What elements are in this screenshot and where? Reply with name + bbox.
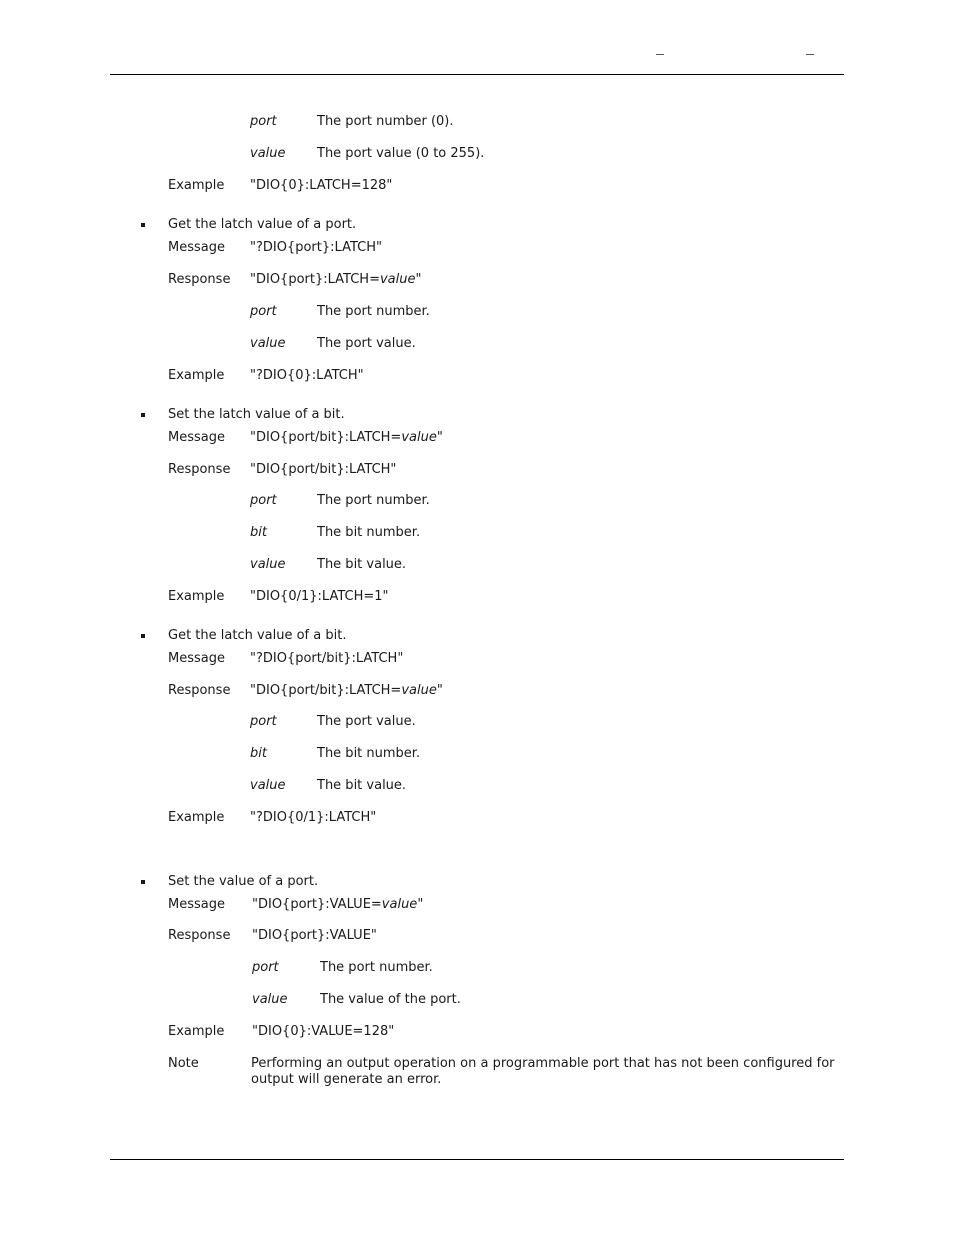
param-name: port bbox=[250, 304, 277, 319]
example-label: Example bbox=[168, 178, 225, 193]
param-desc: The port value (0 to 255). bbox=[317, 146, 485, 161]
param-desc: The port number. bbox=[317, 304, 430, 319]
response-label: Response bbox=[168, 928, 231, 943]
example-value: "DIO{0}:VALUE=128" bbox=[252, 1024, 395, 1039]
param-name: port bbox=[250, 114, 277, 129]
example-label: Example bbox=[168, 589, 225, 604]
response-label: Response bbox=[168, 462, 231, 477]
example-label: Example bbox=[168, 1024, 225, 1039]
message-value: "?DIO{port}:LATCH" bbox=[250, 240, 382, 255]
message-label: Message bbox=[168, 897, 225, 912]
param-name: bit bbox=[250, 525, 267, 540]
message-value: "DIO{port/bit}:LATCH=value" bbox=[250, 430, 443, 445]
response-label: Response bbox=[168, 683, 231, 698]
param-desc: The bit number. bbox=[317, 746, 421, 761]
message-value: "DIO{port}:VALUE=value" bbox=[252, 897, 424, 912]
response-value: "DIO{port/bit}:LATCH" bbox=[250, 462, 397, 477]
param-desc: The bit number. bbox=[317, 525, 421, 540]
param-desc: The port value. bbox=[317, 714, 416, 729]
bullet-text: Set the value of a port. bbox=[168, 874, 319, 889]
note-label: Note bbox=[168, 1056, 199, 1071]
param-name: bit bbox=[250, 746, 267, 761]
bullet-text: Set the latch value of a bit. bbox=[168, 407, 345, 422]
example-label: Example bbox=[168, 810, 225, 825]
bullet-marker bbox=[141, 413, 145, 417]
message-label: Message bbox=[168, 240, 225, 255]
param-name: port bbox=[250, 493, 277, 508]
message-label: Message bbox=[168, 651, 225, 666]
example-value: "DIO{0/1}:LATCH=1" bbox=[250, 589, 389, 604]
message-value: "?DIO{port/bit}:LATCH" bbox=[250, 651, 404, 666]
param-name: value bbox=[250, 778, 286, 793]
bullet-text: Get the latch value of a port. bbox=[168, 217, 357, 232]
bullet-marker bbox=[141, 880, 145, 884]
bullet-marker bbox=[141, 223, 145, 227]
param-desc: The port value. bbox=[317, 336, 416, 351]
param-name: port bbox=[250, 714, 277, 729]
example-value: "DIO{0}:LATCH=128" bbox=[250, 178, 393, 193]
param-name: port bbox=[252, 960, 279, 975]
param-desc: The port number. bbox=[317, 493, 430, 508]
example-value: "?DIO{0/1}:LATCH" bbox=[250, 810, 377, 825]
param-desc: The port number (0). bbox=[317, 114, 454, 129]
param-name: value bbox=[250, 146, 286, 161]
param-name: value bbox=[250, 336, 286, 351]
example-label: Example bbox=[168, 368, 225, 383]
bullet-marker bbox=[141, 634, 145, 638]
param-desc: The port number. bbox=[320, 960, 433, 975]
header-mark-right bbox=[806, 54, 814, 55]
response-value: "DIO{port/bit}:LATCH=value" bbox=[250, 683, 443, 698]
note-text: Performing an output operation on a programmable port that has not been configured for output will generate an error. bbox=[251, 1056, 835, 1087]
response-label: Response bbox=[168, 272, 231, 287]
param-desc: The value of the port. bbox=[320, 992, 461, 1007]
bullet-text: Get the latch value of a bit. bbox=[168, 628, 347, 643]
param-name: value bbox=[252, 992, 288, 1007]
header-mark-left bbox=[656, 54, 664, 55]
param-desc: The bit value. bbox=[317, 778, 407, 793]
param-desc: The bit value. bbox=[317, 557, 407, 572]
example-value: "?DIO{0}:LATCH" bbox=[250, 368, 364, 383]
footer-rule bbox=[110, 1159, 844, 1160]
header-rule bbox=[110, 74, 844, 75]
param-name: value bbox=[250, 557, 286, 572]
response-value: "DIO{port}:LATCH=value" bbox=[250, 272, 422, 287]
message-label: Message bbox=[168, 430, 225, 445]
response-value: "DIO{port}:VALUE" bbox=[252, 928, 377, 943]
